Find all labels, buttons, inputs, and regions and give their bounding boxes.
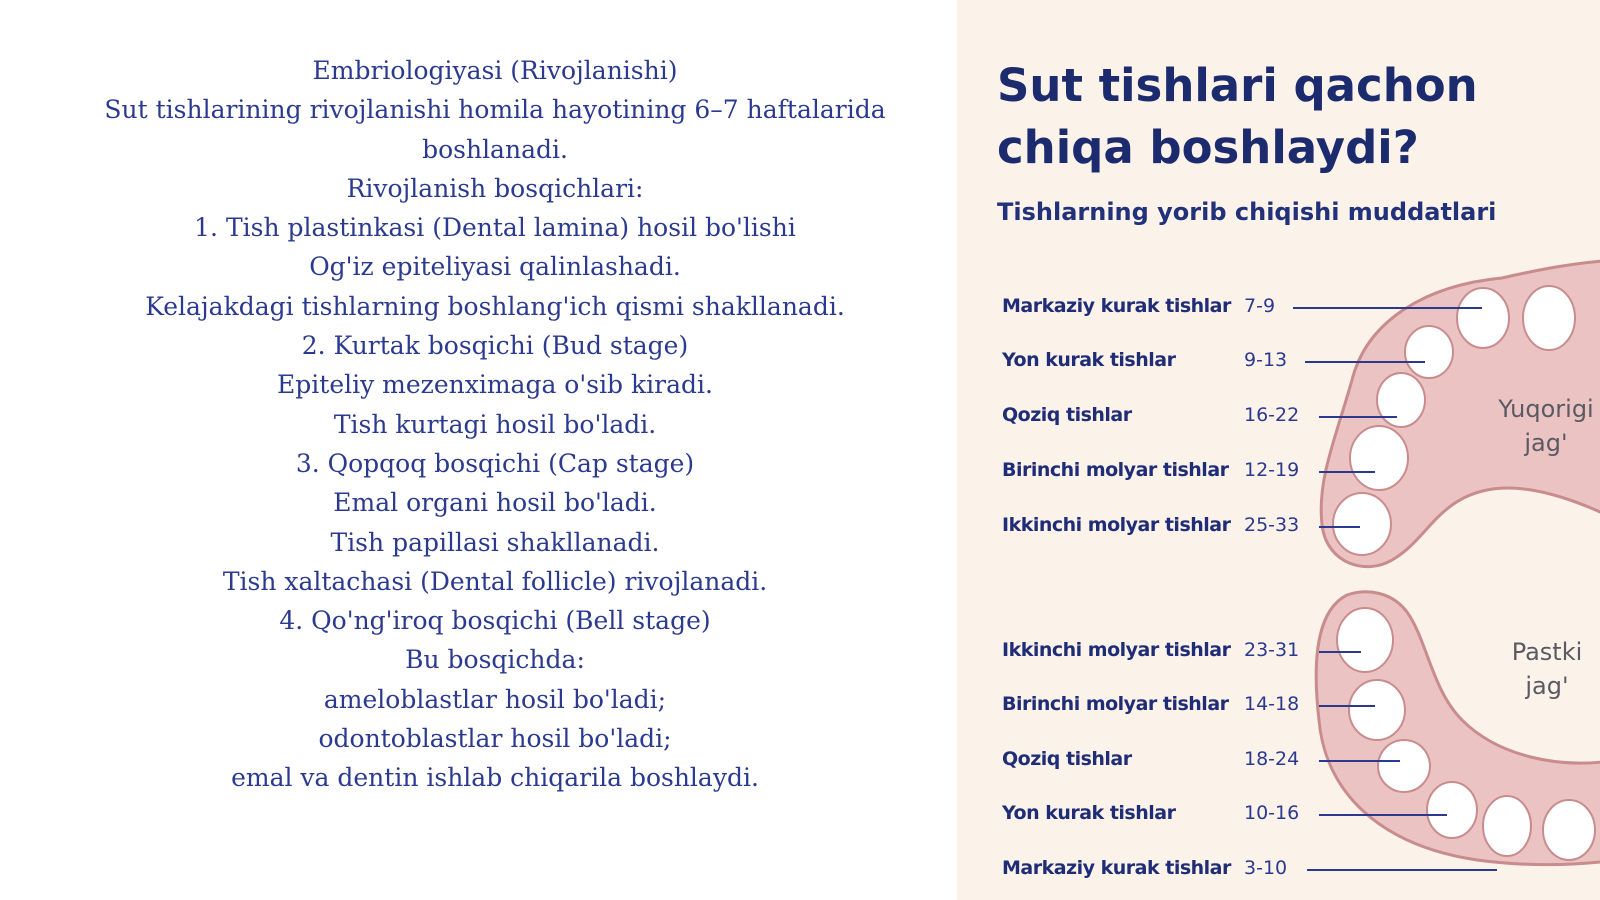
tooth-name: Markaziy kurak tishlar: [1002, 857, 1231, 879]
lower-tooth: [1483, 796, 1531, 856]
tooth-age: 25-33: [1244, 514, 1300, 536]
tooth-age: 23-31: [1244, 639, 1300, 661]
tooth-name: Birinchi molyar tishlar: [1002, 459, 1229, 481]
tooth-name: Markaziy kurak tishlar: [1002, 295, 1231, 317]
lower-tooth: [1337, 608, 1393, 672]
upper-tooth: [1523, 286, 1575, 350]
infographic-subtitle: Tishlarning yorib chiqishi muddatlari: [997, 198, 1497, 226]
text-line: Tish xaltachasi (Dental follicle) rivojlanadi.: [222, 566, 768, 596]
lower-tooth: [1543, 800, 1595, 860]
text-line: Tish papillasi shakllanadi.: [330, 527, 660, 557]
lower-tooth: [1349, 680, 1405, 740]
text-line: Epiteliy mezenximaga o'sib kiradi.: [277, 370, 713, 400]
text-line: odontoblastlar hosil bo'ladi;: [318, 724, 672, 754]
tooth-age: 7-9: [1244, 295, 1276, 317]
teeth-infographic: [957, 0, 1600, 900]
upper-tooth: [1457, 288, 1509, 348]
upper-tooth: [1350, 426, 1408, 490]
tooth-age: 16-22: [1244, 404, 1300, 426]
text-line: Rivojlanish bosqichlari:: [346, 173, 644, 203]
text-line: 4. Qo'ng'iroq bosqichi (Bell stage): [279, 606, 711, 636]
text-line: Tish kurtagi hosil bo'ladi.: [333, 409, 657, 439]
tooth-name: Yon kurak tishlar: [1002, 349, 1176, 371]
tooth-age: 18-24: [1244, 748, 1300, 770]
text-heading: Embriologiyasi (Rivojlanishi): [312, 56, 678, 85]
text-line: Emal organi hosil bo'ladi.: [333, 488, 657, 518]
upper-jaw-label: Yuqorigi jag': [1498, 395, 1594, 457]
tooth-age: 3-10: [1244, 857, 1288, 879]
text-line: 1. Tish plastinkasi (Dental lamina) hosil bo'lishi: [194, 213, 796, 243]
tooth-name: Birinchi molyar tishlar: [1002, 693, 1229, 715]
upper-tooth: [1377, 373, 1425, 427]
tooth-name: Qoziq tishlar: [1002, 404, 1132, 426]
text-line: 3. Qopqoq bosqichi (Cap stage): [295, 448, 695, 478]
upper-tooth: [1405, 326, 1453, 378]
text-line: 2. Kurtak bosqichi (Bud stage): [301, 331, 689, 361]
upper-tooth: [1333, 493, 1391, 555]
tooth-age: 9-13: [1244, 349, 1288, 371]
tooth-age: 12-19: [1244, 459, 1300, 481]
text-line: Bu bosqichda:: [405, 645, 585, 675]
development-text: [60, 51, 930, 798]
infographic-title: Sut tishlari qachon chiqa boshlaydi?: [997, 59, 1478, 174]
text-line: Kelajakdagi tishlarning boshlang'ich qismi shakllanadi.: [145, 291, 845, 321]
text-line: Og'iz epiteliyasi qalinlashadi.: [309, 252, 681, 282]
text-line: emal va dentin ishlab chiqarila boshlaydi.: [231, 763, 759, 793]
text-line: Sut tishlarining rivojlanishi homila hayotining 6–7 haftalarida boshlanadi.: [104, 95, 886, 164]
text-line: ameloblastlar hosil bo'ladi;: [323, 684, 667, 714]
tooth-name: Ikkinchi molyar tishlar: [1002, 514, 1231, 536]
tooth-age: 10-16: [1244, 802, 1300, 824]
lower-jaw-label: Pastki jag': [1511, 638, 1583, 700]
lower-tooth: [1378, 740, 1430, 792]
lower-tooth: [1427, 782, 1477, 838]
tooth-age: 14-18: [1244, 693, 1300, 715]
tooth-name: Qoziq tishlar: [1002, 748, 1132, 770]
tooth-name: Yon kurak tishlar: [1002, 802, 1176, 824]
tooth-name: Ikkinchi molyar tishlar: [1002, 639, 1231, 661]
